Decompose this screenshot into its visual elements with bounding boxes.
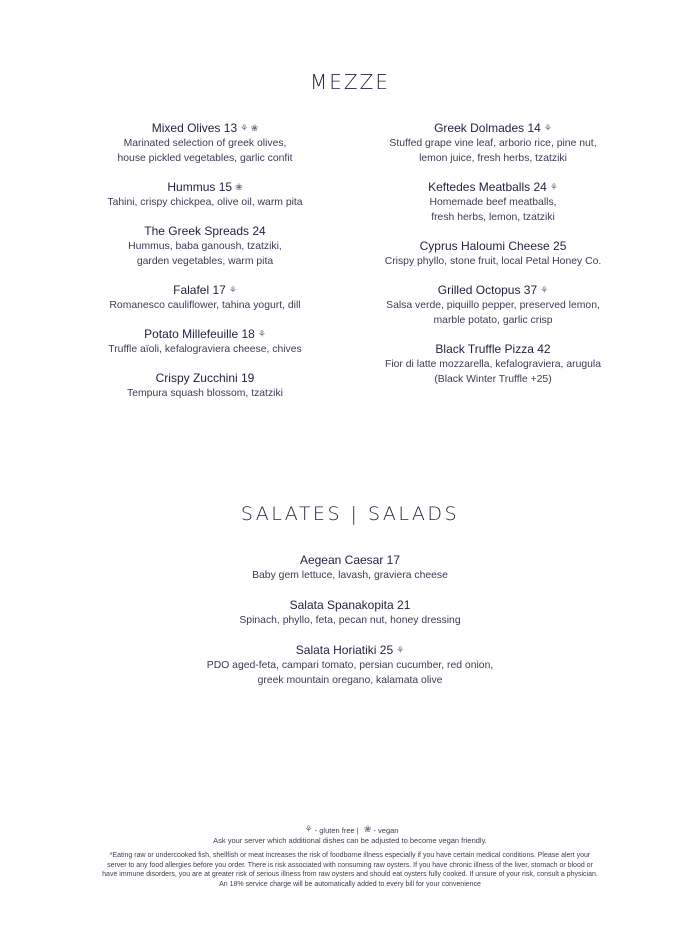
menu-item-description: house pickled vegetables, garlic confit (117, 153, 293, 164)
menu-item-name-text: Falafel 17 (173, 283, 226, 297)
dietary-icon: ⚘ (257, 329, 266, 339)
menu-item-description: Spinach, phyllo, feta, pecan nut, honey dressing (239, 615, 461, 626)
menu-item-description: fresh herbs, lemon, tzatziki (431, 212, 555, 223)
menu-item-name (328, 283, 658, 298)
menu-item-name (328, 121, 658, 136)
menu-item-description: lemon juice, fresh herbs, tzatziki (419, 153, 567, 164)
menu-item-name (150, 553, 550, 568)
vegan-label: - vegan (371, 826, 399, 835)
dietary-icon: ❀ (235, 182, 243, 192)
menu-item (328, 342, 658, 387)
menu-item-name-text: Potato Millefeuille 18 (144, 327, 255, 341)
menu-item-description: Salsa verde, piquillo pepper, preserved lemon, (386, 300, 600, 311)
menu-item-name-text: Mixed Olives 13 (151, 121, 238, 135)
menu-item (150, 553, 550, 583)
menu-item-description: greek mountain oregano, kalamata olive (257, 675, 443, 686)
menu-item-description: Romanesco cauliflower, tahina yogurt, dill (109, 300, 301, 311)
menu-item (150, 643, 550, 688)
dietary-icon: ⚘ (228, 285, 237, 295)
menu-item-name (328, 342, 658, 357)
menu-item-description: Stuffed grape vine leaf, arborio rice, pine nut, (389, 138, 597, 149)
menu-item (40, 180, 370, 210)
menu-item-name (150, 643, 550, 658)
menu-item-name-text: Keftedes Meatballs 24 (428, 180, 547, 194)
menu-item-name-text: Salata Horiatiki 25 (295, 643, 394, 657)
menu-item-description: Fior di latte mozzarella, kefalograviera, arugula (385, 359, 601, 370)
mezze-title: MEZZE (310, 70, 390, 94)
dietary-legend (0, 824, 700, 835)
menu-item-name-text: Crispy Zucchini 19 (155, 371, 255, 385)
menu-item-name (40, 371, 370, 386)
menu-item-name-text: Grilled Octopus 37 (437, 283, 538, 297)
menu-item-description: garden vegetables, warm pita (136, 256, 274, 267)
menu-item-name-text: Cyprus Haloumi Cheese 25 (419, 239, 567, 253)
salads-title: SALATES | SALADS (240, 503, 460, 525)
menu-item-name (40, 327, 370, 342)
menu-item-description: (Black Winter Truffle +25) (434, 374, 552, 385)
menu-item-name (40, 180, 370, 195)
menu-item (150, 598, 550, 628)
menu-item-description: marble potato, garlic crisp (433, 315, 553, 326)
menu-item-name-text: Aegean Caesar 17 (299, 553, 401, 567)
menu-item (40, 327, 370, 357)
menu-item-name (40, 283, 370, 298)
gluten-free-icon: ⚘ (304, 824, 313, 834)
menu-item-name-text: Hummus 15 (167, 180, 233, 194)
gluten-free-label: - gluten free | (312, 826, 361, 835)
disclaimer: *Eating raw or undercooked fish, shellfish or meat increases the risk of foodborne illness especially if you have certain medical conditions. Please alert your server to any food allergies before you order. There is risk associated with consuming raw oysters. If you have chronic illness of the liver, stomach or blood or have immune disorders, you are at greater risk of serious illness from raw oysters and should eat oysters fully cooked. If unsure of your risk, consult a physician. An 18% service charge will be automatically added to every bill for your convenience (102, 852, 598, 888)
menu-item (40, 121, 370, 166)
menu-item-name (150, 598, 550, 613)
dietary-icon: ⚘ (543, 123, 552, 133)
menu-item-name-text: The Greek Spreads 24 (144, 224, 266, 238)
menu-item (328, 283, 658, 328)
menu-item-name (328, 239, 658, 254)
menu-item-name (40, 224, 370, 239)
menu-item (328, 239, 658, 269)
menu-item-description: PDO aged-feta, campari tomato, persian cucumber, red onion, (206, 660, 494, 671)
vegan-icon: ❀ (363, 824, 372, 834)
menu-item-name-text: Greek Dolmades 14 (434, 121, 541, 135)
salads-column (150, 553, 550, 688)
menu-item (40, 283, 370, 313)
menu-item-name (40, 121, 370, 136)
dietary-icon: ⚘ ❀ (240, 123, 259, 133)
menu-item-description: Tempura squash blossom, tzatziki (127, 388, 283, 399)
menu-item-description: Marinated selection of greek olives, (123, 138, 287, 149)
menu-item-description: Hummus, baba ganoush, tzatziki, (128, 241, 282, 252)
menu-item (328, 180, 658, 225)
menu-item-name-text: Black Truffle Pizza 42 (435, 342, 551, 356)
mezze-right-column (328, 121, 658, 387)
menu-item-name-text: Salata Spanakopita 21 (289, 598, 411, 612)
menu-item-description: Baby gem lettuce, lavash, graviera cheese (252, 570, 448, 581)
dietary-icon: ⚘ (396, 645, 405, 655)
menu-item (40, 224, 370, 269)
menu-item-name (328, 180, 658, 195)
menu-item-description: Homemade beef meatballs, (429, 197, 557, 208)
mezze-left-column (40, 121, 370, 401)
dietary-icon: ⚘ (549, 182, 558, 192)
menu-item (328, 121, 658, 166)
menu-item-description: Tahini, crispy chickpea, olive oil, warm pita (107, 197, 303, 208)
dietary-icon: ⚘ (540, 285, 549, 295)
menu-item-description: Crispy phyllo, stone fruit, local Petal Honey Co. (384, 256, 602, 267)
vegan-note: Ask your server which additional dishes can be adjusted to become vegan friendly. (213, 836, 487, 845)
menu-item (40, 371, 370, 401)
menu-item-description: Truffle aïoli, kefalograviera cheese, chives (108, 344, 302, 355)
